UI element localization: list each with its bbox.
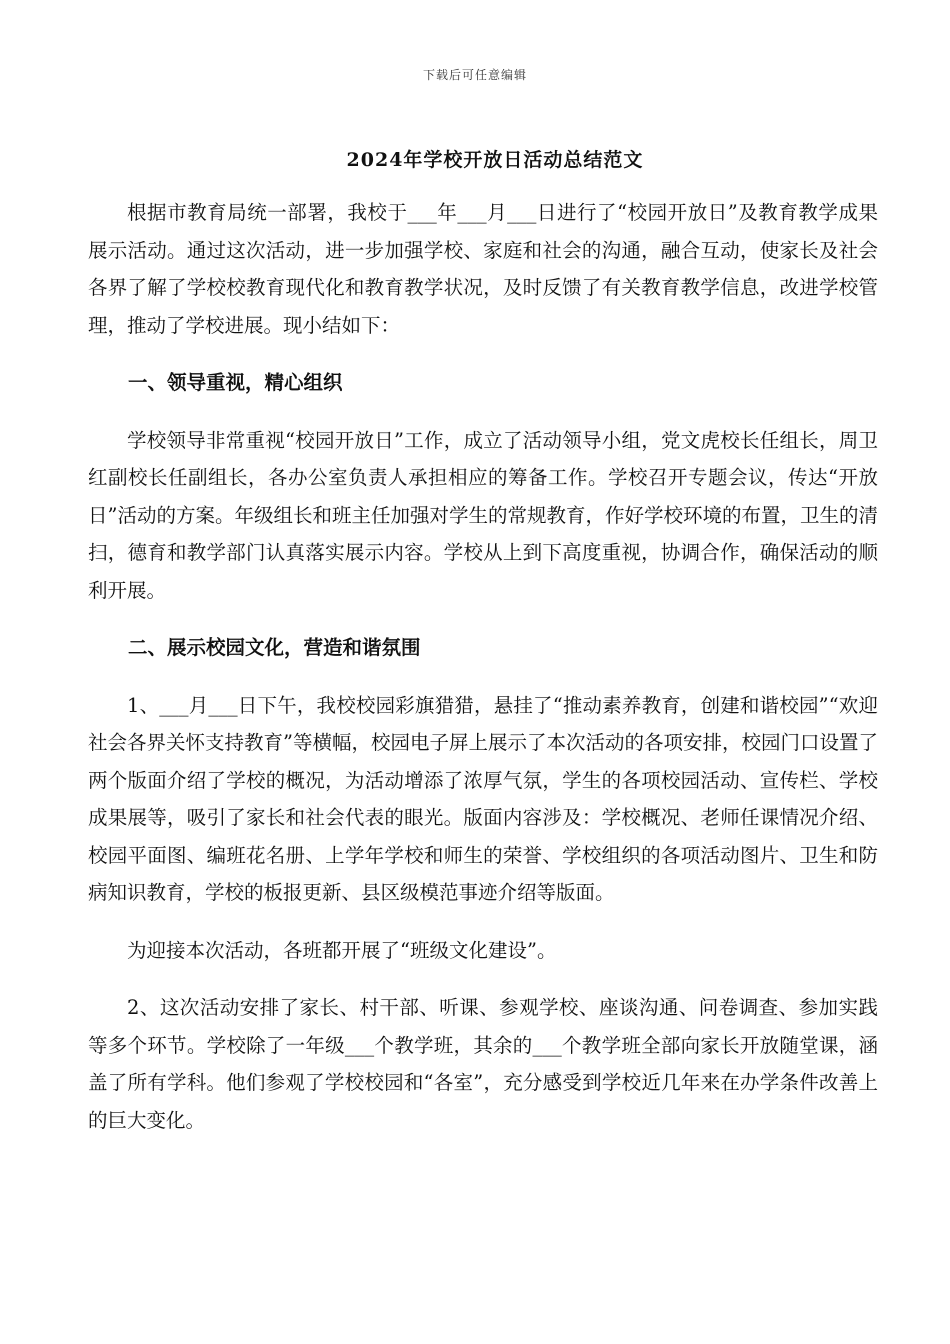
- section-2-paragraph-1: 1、___月___日下午，我校校园彩旗猎猎，悬挂了“推动素养教育，创建和谐校园”“欢迎社会各界关怀支持教育”等横幅，校园电子屏上展示了本次活动的各项安排，校园门口设置了两个版面介绍了学校的概况，为活动增添了浓厚气氛，学生的各项校园活动、宣传栏、学校成果展等，吸引了家长和社会代表的眼光。版面内容涉及：学校概况、老师任课情况介绍、校园平面图、编班花名册、上学年学校和师生的荣誉、学校组织的各项活动图片、卫生和防病知识教育，学校的板报更新、县区级模范事迹介绍等版面。: [88, 693, 878, 904]
- spacer: [88, 402, 878, 422]
- spacer: [88, 667, 878, 687]
- intro-paragraph: 根据市教育局统一部署，我校于___年___月___日进行了“校园开放日”及教育教学成果展示活动。通过这次活动，进一步加强学校、家庭和社会的沟通，融合互动，使家长及社会各界了解了学校校教育现代化和教育教学状况，及时反馈了有关教育教学信息，改进学校管理，推动了学校进展。现小结如下：: [88, 201, 878, 337]
- spacer: [88, 344, 878, 364]
- document-title: 2024年学校开放日活动总结范文: [346, 149, 644, 171]
- section-heading-1: 一、领导重视，精心组织: [128, 371, 343, 394]
- section-heading-2: 二、展示校园文化，营造和谐氛围: [128, 636, 421, 659]
- section-2-paragraph-3: 2、这次活动安排了家长、村干部、听课、参观学校、座谈沟通、问卷调查、参加实践等多个环节。学校除了一年级___个教学班，其余的___个教学班全部向家长开放随堂课，涵盖了所有学科。他们参观了学校校园和“各室”，充分感受到学校近几年来在办学条件改善上的巨大变化。: [88, 996, 878, 1132]
- document-body: [88, 194, 878, 1139]
- spacer: [88, 912, 878, 932]
- spacer: [88, 609, 878, 629]
- spacer: [88, 969, 878, 989]
- header-note: 下载后可任意编辑: [422, 68, 527, 82]
- section-1-paragraph: 学校领导非常重视“校园开放日”工作，成立了活动领导小组，党文虎校长任组长，周卫红副校长任副组长，各办公室负责人承担相应的筹备工作。学校召开专题会议，传达“开放日”活动的方案。年级组长和班主任加强对学生的常规教育，作好学校环境的布置，卫生的清扫，德育和教学部门认真落实展示内容。学校从上到下高度重视，协调合作，确保活动的顺利开展。: [88, 428, 878, 602]
- section-2-paragraph-2: 为迎接本次活动，各班都开展了“班级文化建设”。: [127, 938, 557, 962]
